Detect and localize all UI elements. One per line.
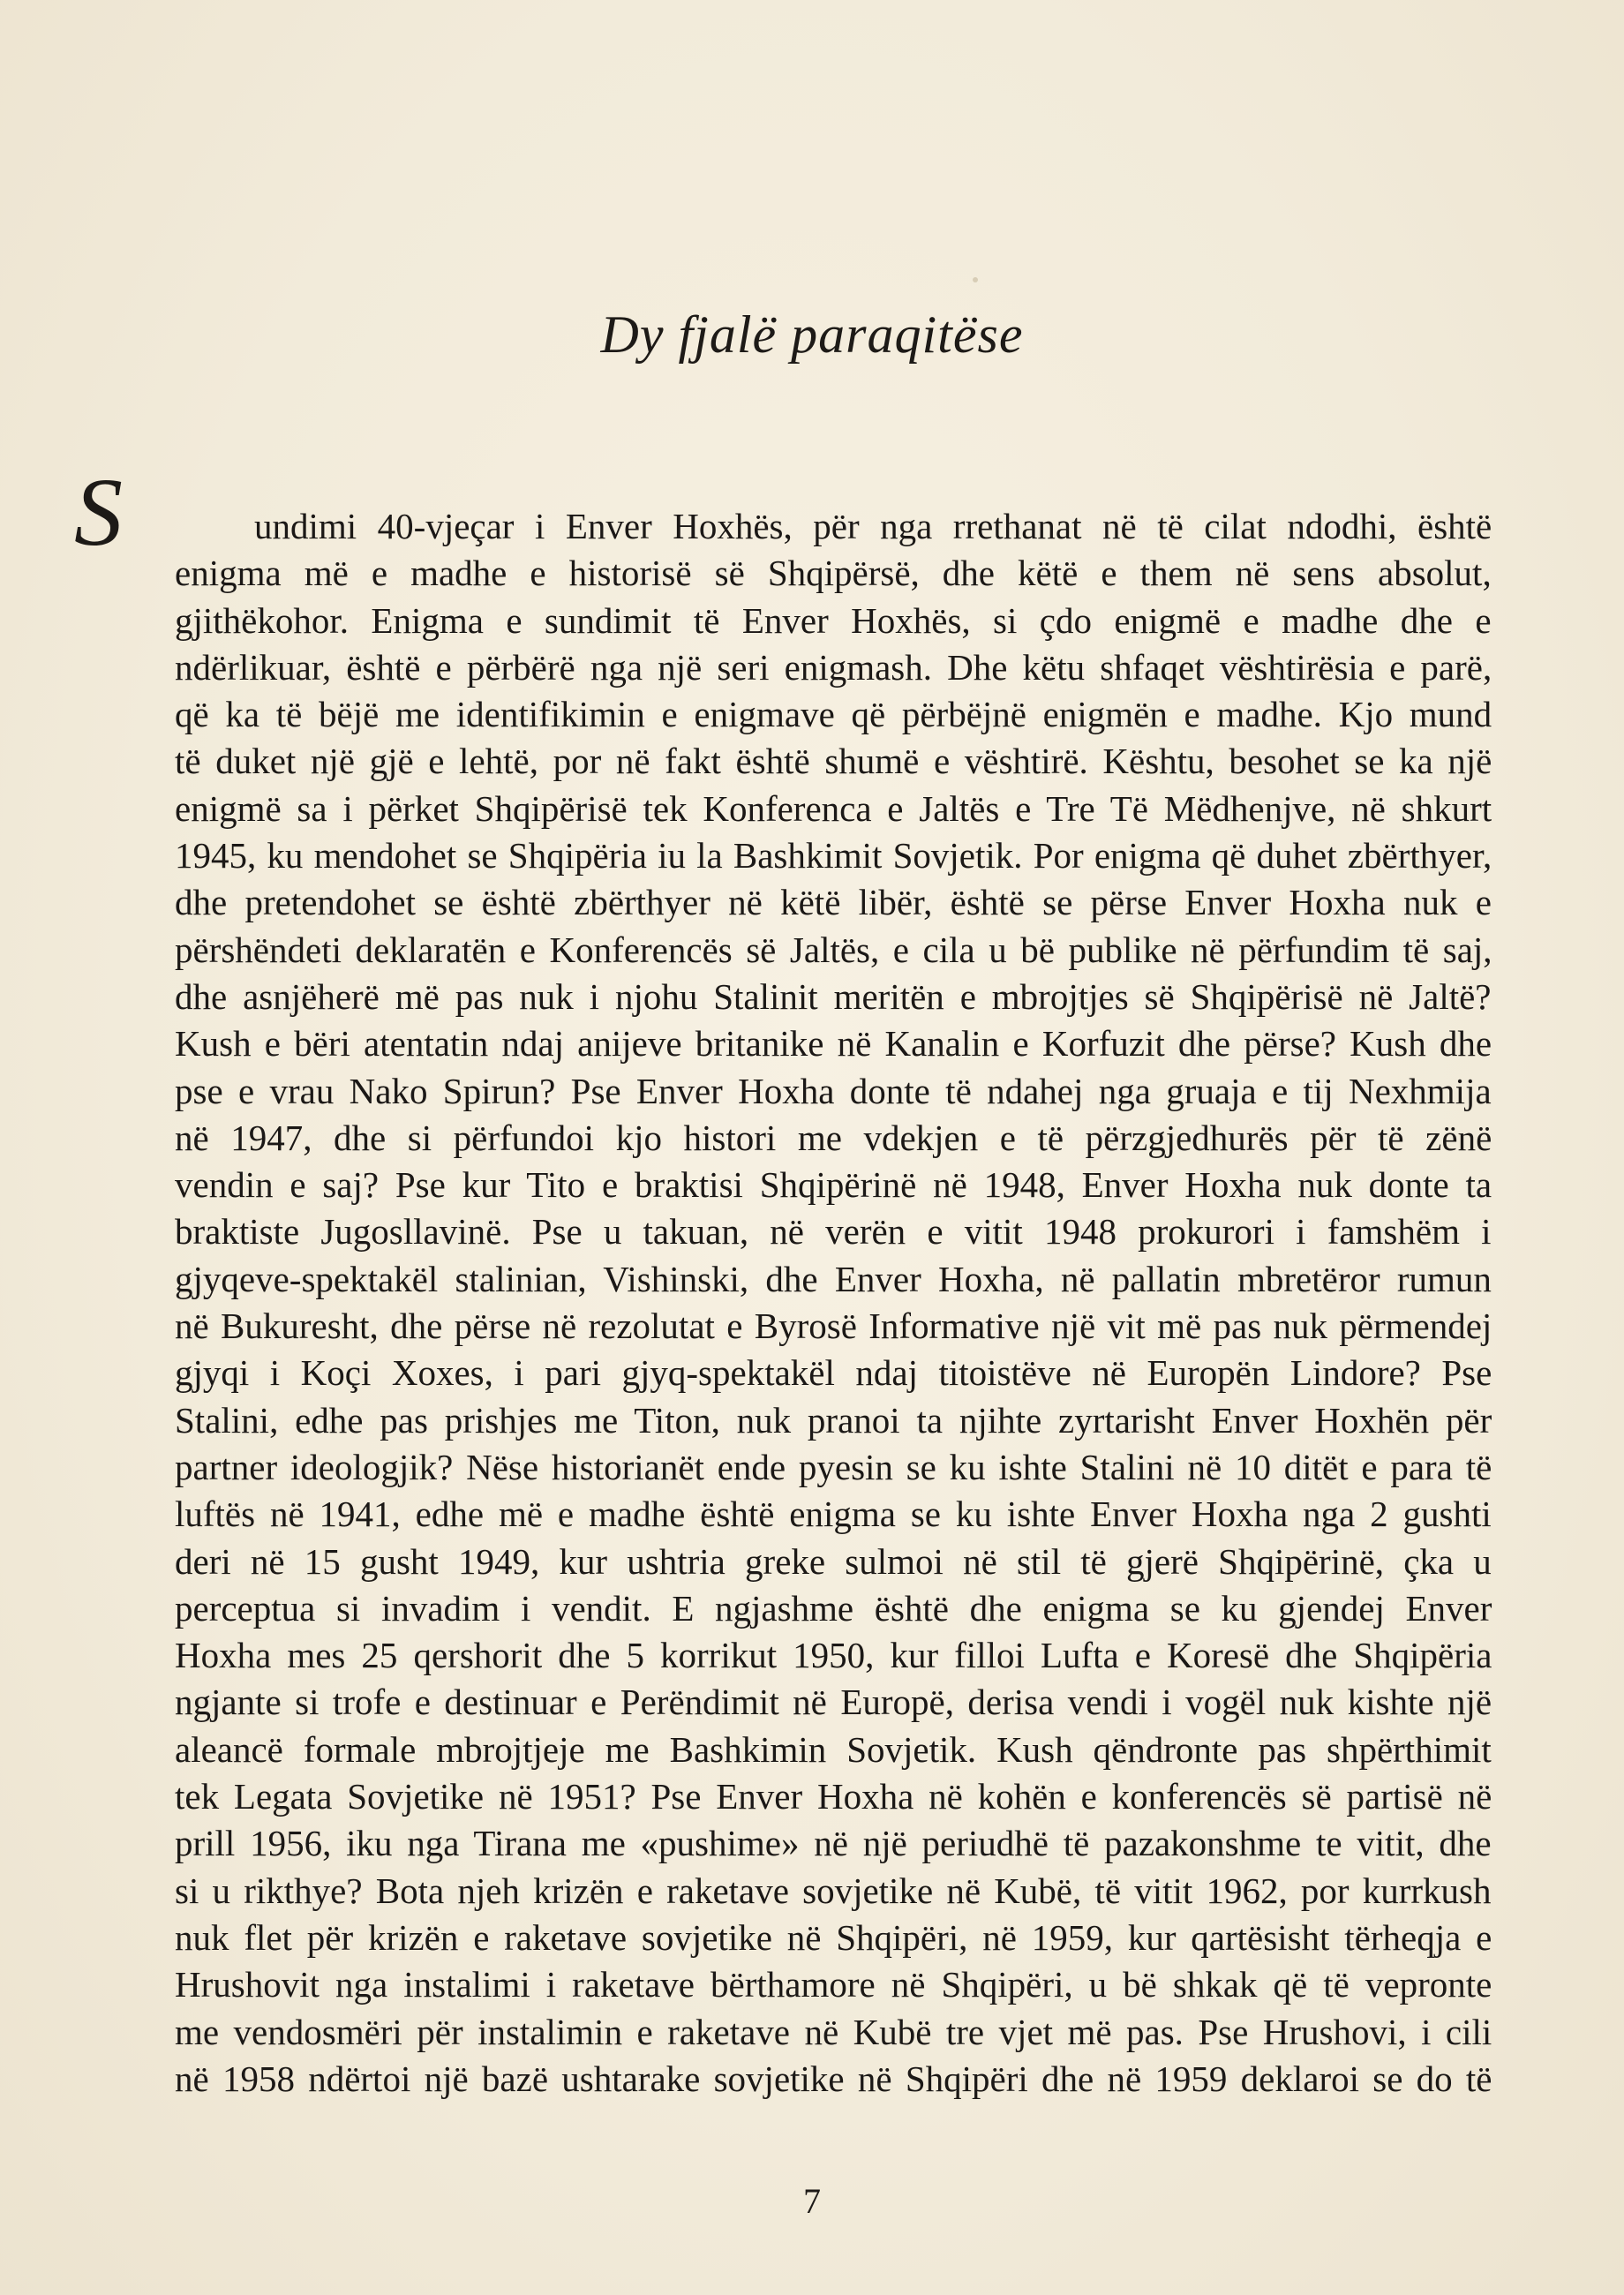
text-line: deri në 15 gusht 1949, kur ushtria greke sulmoi në stil të gjerë Shqipërinë, çka u [175, 1540, 1492, 1582]
text-line: pse e vrau Nako Spirun? Pse Enver Hoxha donte të ndahej nga gruaja e tij Nexhmija [175, 1070, 1492, 1111]
text-line: Hoxha mes 25 qershorit dhe 5 korrikut 1950, kur filloi Lufta e Koresë dhe Shqipëria [175, 1635, 1492, 1676]
text-line-first: undimi 40-vjeçar i Enver Hoxhës, për nga rrethanat në të cilat ndodhi, është [254, 506, 1492, 546]
text-line: si u rikthye? Bota njeh krizën e raketave sovjetike në Kubë, të vitit 1962, por kurrkush [175, 1870, 1492, 1911]
text-line: perceptua si invadim i vendit. E ngjashme është dhe enigma se ku gjendej Enver [175, 1587, 1492, 1629]
chapter-title: Dy fjalë paraqitëse [600, 305, 1024, 364]
text-line: tek Legata Sovjetike në 1951? Pse Enver Hoxha në kohën e konferencës së partisë në [175, 1776, 1492, 1817]
text-line: dhe pretendohet se është zbërthyer në këtë libër, është se përse Enver Hoxha nuk e [175, 882, 1492, 923]
text-line: me vendosmëri për instalimin e raketave në Kubë tre vjet më pas. Pse Hrushovi, i cili [175, 2011, 1492, 2052]
text-line: përshëndeti deklaratën e Konferencës së Jaltës, e cila u bë publike në përfundim të saj, [175, 929, 1492, 970]
text-line: që ka të bëjë me identifikimin e enigmave që përbëjnë enigmën e madhe. Kjo mund [175, 694, 1492, 735]
text-line: ngjante si trofe e destinuar e Perëndimit në Europë, derisa vendi i vogël nuk kishte një [175, 1682, 1492, 1723]
text-line: enigma më e madhe e historisë së Shqipërsë, dhe këtë e them në sens absolut, [175, 553, 1492, 594]
text-line: braktiste Jugosllavinë. Pse u takuan, në verën e vitit 1948 prokurori i famshëm i [175, 1211, 1492, 1253]
text-line: Stalini, edhe pas prishjes me Titon, nuk pranoi ta njihte zyrtarisht Enver Hoxhën për [175, 1399, 1492, 1441]
text-line: 1945, ku mendohet se Shqipëria iu la Bashkimit Sovjetik. Por enigma që duhet zbërthyer, [175, 835, 1492, 877]
text-line: gjithëkohor. Enigma e sundimit të Enver Hoxhës, si çdo enigmë e madhe dhe e [175, 599, 1492, 641]
text-line: nuk flet për krizën e raketave sovjetike në Shqipëri, në 1959, kur qartësisht tërheqja e [175, 1916, 1492, 1958]
text-line: aleancë formale mbrojtjeje me Bashkimin Sovjetik. Kush qëndronte pas shpërthimit [175, 1728, 1492, 1770]
text-line: gjyqeve-spektakël stalinian, Vishinski, dhe Enver Hoxha, në pallatin mbretëror rumun [175, 1258, 1492, 1299]
text-line: në Bukuresht, dhe përse në rezolutat e Byrosë Informative një vit më pas nuk përmendej [175, 1306, 1492, 1347]
text-line: Hrushovit nga instalimi i raketave bërthamore në Shqipëri, u bë shkak që të vepronte [175, 1964, 1492, 2005]
text-line: vendin e saj? Pse kur Tito e braktisi Shqipërinë në 1948, Enver Hoxha nuk donte ta [175, 1164, 1492, 1206]
text-line: Kush e bëri atentatin ndaj anijeve britanike në Kanalin e Korfuzit dhe përse? Kush dhe [175, 1023, 1492, 1065]
text-line: dhe asnjëherë më pas nuk i njohu Stalinit meritën e mbrojtjes së Shqipërisë në Jaltë? [175, 975, 1492, 1017]
text-line: luftës në 1941, edhe më e madhe është enigma se ku ishte Enver Hoxha nga 2 gushti [175, 1494, 1492, 1535]
text-line: prill 1956, iku nga Tirana me «pushime» në një periudhë të pazakonshme te vitit, dhe [175, 1823, 1492, 1864]
text-line: në 1958 ndërtoi një bazë ushtarake sovjetike në Shqipëri dhe në 1959 deklaroi se do të [175, 2058, 1492, 2099]
text-line: enigmë sa i përket Shqipërisë tek Konferenca e Jaltës e Tre Të Mëdhenjve, në shkurt [175, 787, 1492, 829]
text-line: ndërlikuar, është e përbërë nga një seri enigmash. Dhe këtu shfaqet vështirësia e parë, [175, 646, 1492, 688]
body-text [175, 503, 1492, 2103]
text-line: të duket një gjë e lehtë, por në fakt është shumë e vështirë. Kështu, besohet se ka një [175, 741, 1492, 782]
drop-cap: S [74, 458, 123, 566]
page-number: 7 [803, 2181, 821, 2221]
text-line: partner ideologjik? Nëse historianët ende pyesin se ku ishte Stalini në 10 ditët e para të [175, 1446, 1492, 1487]
paper-speck [973, 277, 978, 282]
text-line: në 1947, dhe si përfundoi kjo histori me vdekjen e të përzgjedhurës për të zënë [175, 1117, 1492, 1158]
text-line: gjyqi i Koçi Xoxes, i pari gjyq-spektakël ndaj titoistëve në Europën Lindore? Pse [175, 1352, 1492, 1394]
